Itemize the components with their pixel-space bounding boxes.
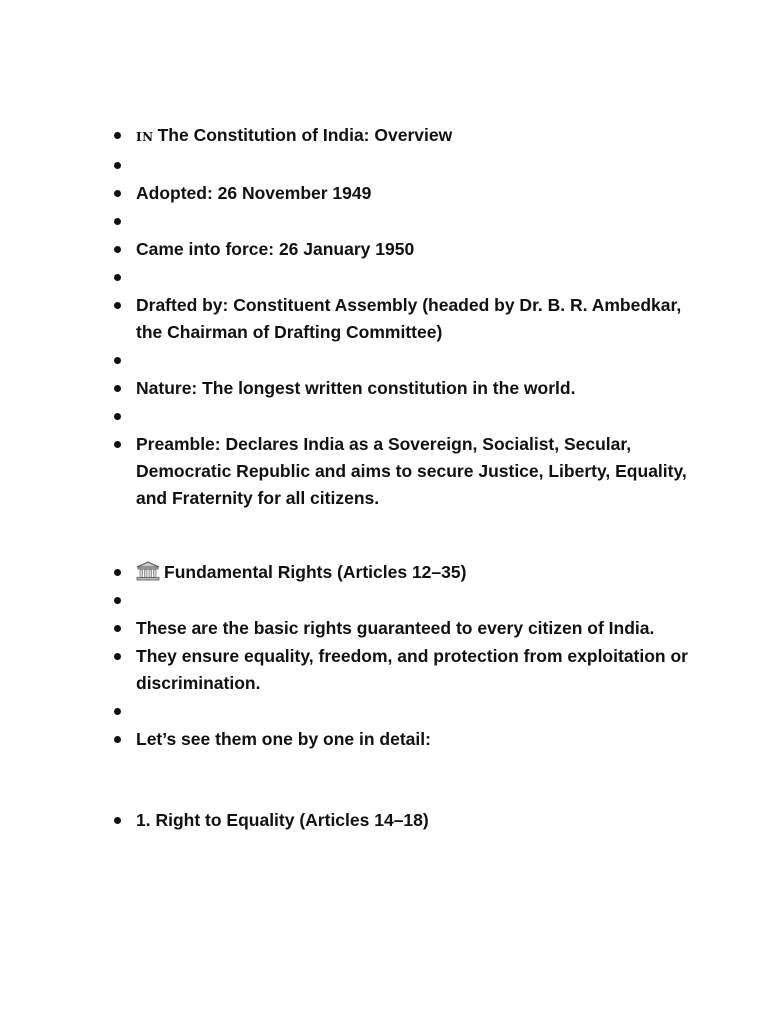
overview-heading (110, 122, 690, 151)
list-item: These are the basic rights guaranteed to every citizen of India. (110, 615, 690, 642)
list-item: Preamble: Declares India as a Sovereign, Socialist, Secular, Democratic Republic and aims to secure Justice, Liberty, Equality, and Fraternity for all citizens. (110, 431, 690, 512)
empty-list-item (110, 152, 690, 179)
list-item: Came into force: 26 January 1950 (110, 236, 690, 263)
empty-list-item (110, 208, 690, 235)
right-to-equality-heading: 1. Right to Equality (Articles 14–18) (110, 807, 690, 834)
overview-title: The Constitution of India: Overview (157, 125, 453, 145)
list-item: Adopted: 26 November 1949 (110, 180, 690, 207)
classical-building-icon (136, 561, 160, 581)
list-item: Nature: The longest written constitution in the world. (110, 375, 690, 402)
empty-list-item (110, 698, 690, 725)
empty-list-item (110, 403, 690, 430)
empty-list-item (110, 347, 690, 374)
equality-list (110, 807, 690, 835)
overview-list (110, 122, 690, 513)
list-item: They ensure equality, freedom, and protection from exploitation or discrimination. (110, 643, 690, 697)
list-item: Let’s see them one by one in detail: (110, 726, 690, 753)
empty-list-item (110, 264, 690, 291)
list-item: Drafted by: Constituent Assembly (headed by Dr. B. R. Ambedkar, the Chairman of Drafting Committee) (110, 292, 690, 346)
rights-heading (110, 559, 690, 586)
rights-title: Fundamental Rights (Articles 12–35) (164, 562, 467, 582)
india-flag-icon: IN (136, 130, 154, 144)
rights-list (110, 559, 690, 754)
empty-list-item (110, 587, 690, 614)
